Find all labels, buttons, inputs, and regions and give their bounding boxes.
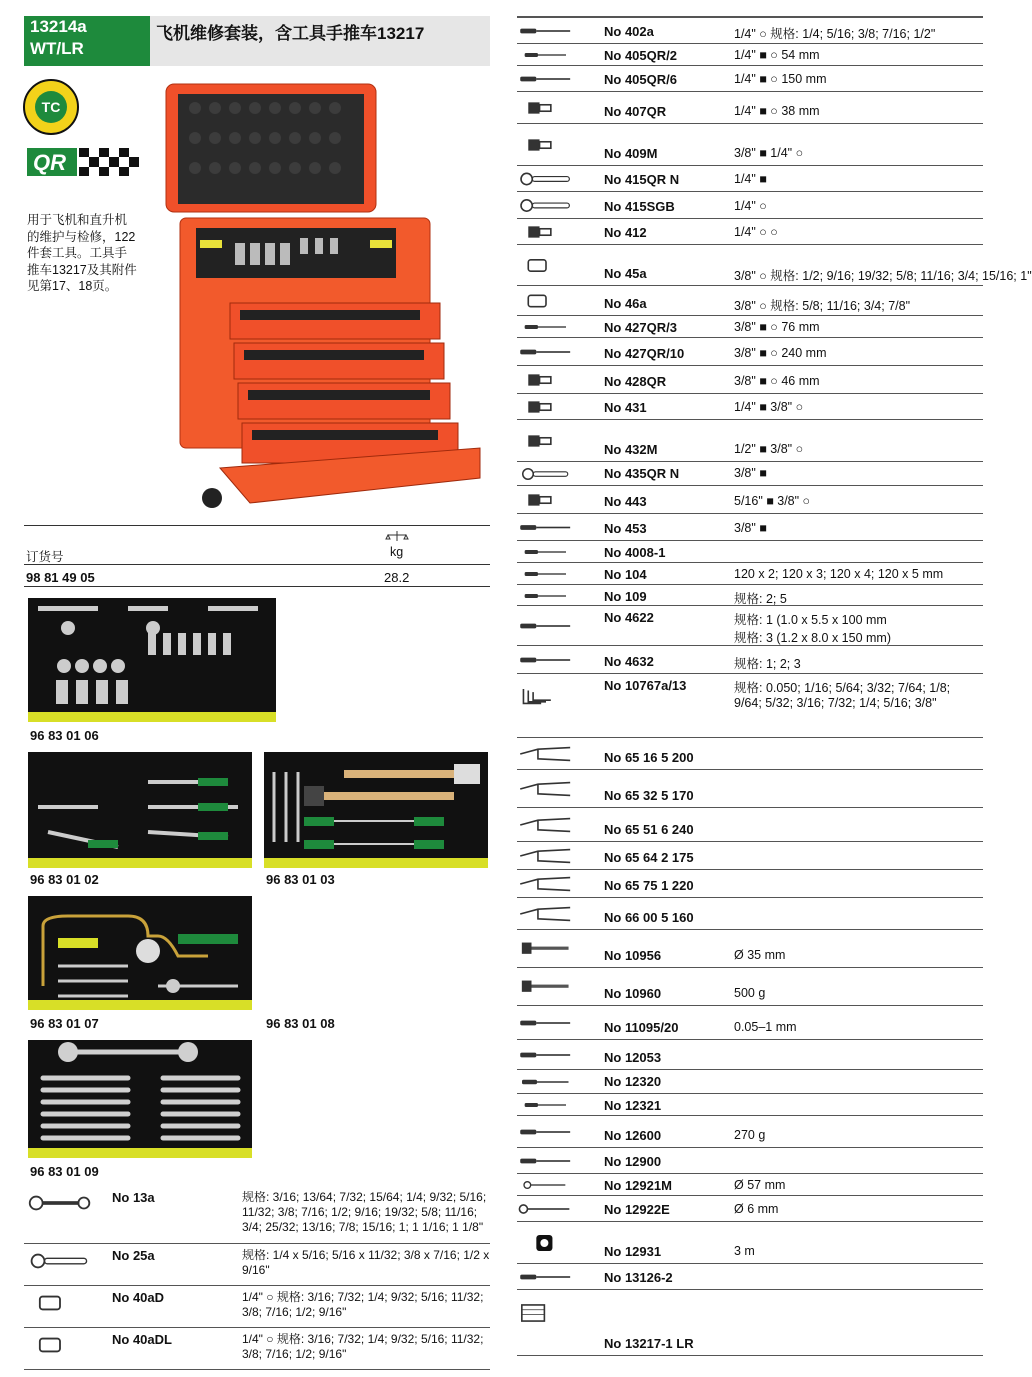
item-spec-continued: 9/64; 5/32; 3/16; 7/32; 1/4; 5/16; 3/8" <box>734 696 937 710</box>
table-row <box>517 674 983 738</box>
item-spec: 0.05–1 mm <box>734 1020 797 1034</box>
extension-bar-icon <box>517 47 589 68</box>
insert-image-misc-tools <box>28 896 252 1010</box>
svg-text:QR: QR <box>33 150 66 175</box>
item-spec: 规格: 0.050; 1/16; 5/64; 3/32; 7/64; 1/8; <box>734 681 951 695</box>
socket-icon <box>517 248 589 288</box>
item-number: No 10960 <box>604 986 662 1001</box>
table-row <box>517 1222 983 1264</box>
item-spec: 1/4" ○ 规格: 1/4; 5/16; 3/8; 7/16; 1/2" <box>734 27 936 41</box>
magnetic-pickup-icon <box>517 1199 589 1224</box>
item-number: No 65 32 5 170 <box>604 788 694 803</box>
deep-socket-icon <box>24 1334 104 1361</box>
adapter-small-icon <box>517 489 589 516</box>
item-spec: 规格: 1 (1.0 x 5.5 x 100 mm <box>734 613 887 627</box>
item-spec: 500 g <box>734 986 766 1000</box>
table-row <box>517 462 983 486</box>
table-row <box>517 1116 983 1148</box>
table-row <box>517 92 983 124</box>
item-spec: 1/4" ■ ○ 38 mm <box>734 104 820 118</box>
table-row <box>24 1186 490 1244</box>
table-row <box>517 286 983 316</box>
insert-image-socket-set <box>28 598 276 722</box>
table-row <box>517 1174 983 1196</box>
insert-label: 96 83 01 06 <box>30 728 99 743</box>
weight-unit: kg <box>390 545 404 559</box>
order-number: 98 81 49 05 <box>26 570 95 585</box>
item-number: No 12320 <box>604 1074 662 1089</box>
table-row <box>517 1094 983 1116</box>
item-spec: 1/4" ○ <box>734 199 767 213</box>
item-number: No 4008-1 <box>604 545 666 560</box>
table-row <box>517 770 983 808</box>
table-row <box>517 124 983 166</box>
screwdriver-handle-icon <box>517 544 589 565</box>
insert-label: 96 83 01 08 <box>266 1016 335 1031</box>
item-number: No 11095/20 <box>604 1020 679 1035</box>
table-row <box>517 1148 983 1174</box>
item-number: No 415QR N <box>604 172 680 187</box>
item-number: No 12921M <box>604 1178 672 1193</box>
table-row <box>517 394 983 420</box>
table-row <box>517 1264 983 1290</box>
table-row <box>517 1040 983 1070</box>
table-row <box>517 316 983 338</box>
wire-stripper-icon <box>517 873 589 900</box>
item-spec: Ø 35 mm <box>734 948 786 962</box>
adapter-small-icon <box>517 397 589 422</box>
item-spec: 3/8" ○ 规格: 5/8; 11/16; 3/4; 7/8" <box>734 299 911 313</box>
table-row <box>517 219 983 245</box>
water-pump-pliers-icon <box>517 811 589 844</box>
item-number: No 65 75 1 220 <box>604 878 694 893</box>
table-row <box>24 1328 490 1370</box>
insert-image-pliers <box>28 752 252 868</box>
locking-pliers-icon <box>517 845 589 872</box>
order-number-label: 订货号 <box>26 550 64 564</box>
item-number: No 415SGB <box>604 199 675 214</box>
table-row <box>517 606 983 646</box>
table-row <box>517 646 983 674</box>
item-number: No 12053 <box>604 1050 662 1065</box>
table-row <box>517 898 983 930</box>
item-spec: 1/4" ○ ○ <box>734 225 778 239</box>
soft-hammer-icon <box>517 933 589 970</box>
order-table <box>24 525 490 587</box>
item-number: No 40aD <box>112 1290 165 1305</box>
item-number: No 402a <box>604 24 654 39</box>
item-number: No 12922E <box>604 1202 670 1217</box>
item-number: No 405QR/2 <box>604 48 677 63</box>
svg-text:TC: TC <box>41 99 61 115</box>
table-row <box>517 486 983 514</box>
table-row <box>517 563 983 585</box>
item-spec: 3/8" ■ ○ 76 mm <box>734 320 820 334</box>
table-row <box>517 842 983 870</box>
screwdriver-slot-icon <box>517 609 589 648</box>
extension-bar-long-icon <box>517 341 589 368</box>
item-number: No 435QR N <box>604 466 680 481</box>
item-number: No 45a <box>604 266 647 281</box>
flashlight-icon <box>517 1267 589 1292</box>
extension-bar-long-icon <box>517 69 589 94</box>
item-number: No 65 51 6 240 <box>604 822 694 837</box>
table-row <box>517 66 983 92</box>
item-number: No 13217-1 LR <box>604 1336 694 1351</box>
ratchet-round-icon <box>517 195 589 221</box>
item-number: No 405QR/6 <box>604 72 677 87</box>
item-number: No 431 <box>604 400 647 415</box>
table-row <box>517 541 983 563</box>
item-number: No 412 <box>604 225 647 240</box>
item-number: No 66 00 5 160 <box>604 910 694 925</box>
item-number: No 409M <box>604 146 658 161</box>
item-number: No 13126-2 <box>604 1270 673 1285</box>
item-number: No 12931 <box>604 1244 662 1259</box>
product-variant: WT/LR <box>30 39 84 58</box>
table-row <box>517 192 983 219</box>
table-row <box>517 366 983 394</box>
item-spec: 3 m <box>734 1244 755 1258</box>
product-code-box <box>24 16 150 66</box>
item-spec: 3/8" ○ 规格: 1/2; 9/16; 19/32; 5/8; 11/16; 3/4; 15/16; 1" <box>734 269 1032 283</box>
item-spec-continued: 规格: 3 (1.2 x 8.0 x 150 mm) <box>734 631 891 645</box>
insert-label: 96 83 01 07 <box>30 1016 99 1031</box>
item-number: No 10767a/13 <box>604 678 687 693</box>
ratchet-ring-wrench-icon <box>24 1250 104 1277</box>
item-number: No 12600 <box>604 1128 662 1143</box>
hex-key-set-icon <box>517 677 589 722</box>
item-number: No 432M <box>604 442 658 457</box>
ratchet-icon <box>517 465 589 488</box>
insert-image-wrenches <box>28 1040 252 1158</box>
table-row <box>517 1006 983 1040</box>
item-number: No 407QR <box>604 104 667 119</box>
item-number: No 427QR/3 <box>604 320 677 335</box>
table-row <box>24 1244 490 1286</box>
item-spec: 1/4" ■ <box>734 172 767 186</box>
insert-label: 96 83 01 03 <box>266 872 335 887</box>
qr-logo-icon <box>27 148 139 176</box>
item-number: No 40aDL <box>112 1332 172 1347</box>
item-number: No 104 <box>604 567 647 582</box>
item-spec: 1/2" ■ 3/8" ○ <box>734 442 804 456</box>
product-code: 13214a <box>30 17 87 36</box>
bit-holder-icon <box>517 21 589 46</box>
item-spec: 规格: 1; 2; 3 <box>734 657 801 671</box>
item-number: No 443 <box>604 494 647 509</box>
table-row <box>517 338 983 366</box>
knife-icon <box>517 1073 589 1096</box>
table-row <box>517 968 983 1006</box>
table-row <box>517 1196 983 1222</box>
tool-trolley-icon <box>517 1293 589 1338</box>
page-title: 飞机维修套装，含工具手推车13217 <box>156 24 425 43</box>
item-spec: 1/4" ■ ○ 54 mm <box>734 48 820 62</box>
table-row <box>517 585 983 606</box>
ratchet-icon <box>517 169 589 194</box>
weight-value: 28.2 <box>384 570 410 585</box>
item-number: No 428QR <box>604 374 667 389</box>
deep-socket-icon <box>517 289 589 318</box>
item-spec: 3/8" ■ ○ 46 mm <box>734 374 820 388</box>
caliper-icon <box>517 1151 589 1176</box>
table-row <box>24 1286 490 1328</box>
hammer-icon <box>517 971 589 1008</box>
item-spec: 规格: 2; 5 <box>734 592 787 606</box>
adapter-icon <box>517 423 589 464</box>
table-row <box>517 1070 983 1094</box>
tool-case-photo <box>150 78 490 516</box>
table-row <box>517 18 983 44</box>
tape-measure-icon <box>517 1225 589 1266</box>
item-spec: 270 g <box>734 1128 766 1142</box>
table-row <box>517 514 983 541</box>
item-spec: 3/8" ■ ○ 240 mm <box>734 346 827 360</box>
extension-bar-icon <box>517 319 589 340</box>
universal-joint-icon <box>517 95 589 126</box>
long-nose-pliers-icon <box>517 773 589 810</box>
item-spec: Ø 6 mm <box>734 1202 779 1216</box>
side-cutter-icon <box>517 901 589 932</box>
tc-system-logo-icon <box>22 78 80 136</box>
pliers-icon <box>517 741 589 772</box>
universal-joint-icon <box>517 369 589 396</box>
item-number: No 65 64 2 175 <box>604 850 694 865</box>
pickup-tool-icon <box>517 1119 589 1150</box>
product-description: 用于飞机和直升机的维护与检修，122件套工具。工具手推车13217及其附件见第17、18页。 <box>27 213 137 293</box>
item-number: No 12321 <box>604 1098 662 1113</box>
item-spec: Ø 57 mm <box>734 1178 786 1192</box>
item-spec: 1/4" ■ ○ 150 mm <box>734 72 827 86</box>
item-number: No 453 <box>604 521 647 536</box>
table-row <box>517 1290 983 1356</box>
table-row <box>517 420 983 462</box>
table-row <box>517 870 983 898</box>
speed-brace-icon <box>517 517 589 543</box>
table-row <box>517 166 983 192</box>
item-spec: 3/8" ■ <box>734 466 767 480</box>
item-spec: 120 x 2; 120 x 3; 120 x 4; 120 x 5 mm <box>734 567 944 581</box>
item-spec: 1/4" ○ 规格: 3/16; 7/32; 1/4; 9/32; 5/16; 11/32; 3/8; 7/16; 1/2; 9/16" <box>242 1290 484 1319</box>
adapter-icon <box>517 127 589 168</box>
item-number: No 4632 <box>604 654 654 669</box>
feeler-gauge-icon <box>517 1009 589 1042</box>
title-bar <box>150 16 490 66</box>
item-number: No 4622 <box>604 610 654 625</box>
item-spec: 1/4" ■ 3/8" ○ <box>734 400 804 414</box>
chisel-icon <box>517 566 589 587</box>
adapter-small-icon <box>517 222 589 247</box>
item-spec: 3/8" ■ <box>734 521 767 535</box>
table-row <box>517 44 983 66</box>
table-row <box>517 738 983 770</box>
inspection-mirror-icon <box>517 1177 589 1198</box>
item-number: No 109 <box>604 589 647 604</box>
item-number: No 13a <box>112 1190 155 1205</box>
item-spec: 1/4" ○ 规格: 3/16; 7/32; 1/4; 9/32; 5/16; 11/32; 3/8; 7/16; 1/2; 9/16" <box>242 1332 484 1361</box>
socket-icon <box>24 1292 104 1319</box>
item-number: No 46a <box>604 296 647 311</box>
item-spec: 规格: 1/4 x 5/16; 5/16 x 11/32; 3/8 x 7/16; 1/2 x 9/16" <box>242 1248 490 1277</box>
item-number: No 12900 <box>604 1154 662 1169</box>
table-row <box>517 930 983 968</box>
screwdriver-phillips-icon <box>517 649 589 676</box>
combination-wrench-icon <box>24 1192 104 1219</box>
item-spec: 5/16" ■ 3/8" ○ <box>734 494 811 508</box>
insert-label: 96 83 01 02 <box>30 872 99 887</box>
table-row <box>517 808 983 842</box>
item-spec: 规格: 3/16; 13/64; 7/32; 15/64; 1/4; 9/32; 5/16; 11/32; 3/8; 7/16; 1/2; 9/16; 19/32; 5/8; 11/16; 3/4; 25/32; 13/16; 7/8; 15/16; 1; 1 1/16; 1 1/8" <box>242 1190 487 1234</box>
item-number: No 65 16 5 200 <box>604 750 694 765</box>
item-number: No 25a <box>112 1248 155 1263</box>
insert-image-screwdrivers <box>264 752 488 868</box>
scriber-icon <box>517 1097 589 1118</box>
item-spec: 3/8" ■ 1/4" ○ <box>734 146 804 160</box>
hacksaw-icon <box>517 1043 589 1072</box>
insert-label: 96 83 01 09 <box>30 1164 99 1179</box>
table-row <box>517 245 1032 286</box>
item-number: No 427QR/10 <box>604 346 685 361</box>
item-number: No 10956 <box>604 948 662 963</box>
